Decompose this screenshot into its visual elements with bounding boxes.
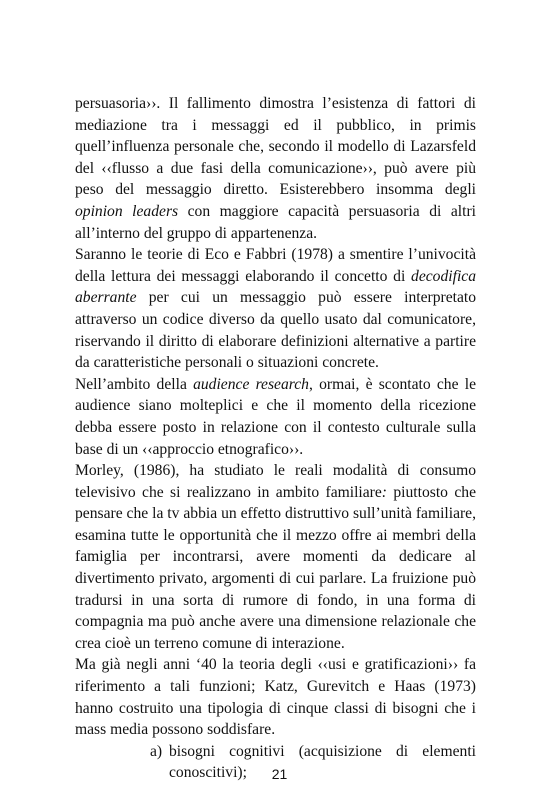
paragraph-4: Morley, (1986), ha studiato le reali modalità di consumo televisivo che si realizzano in ambito familiare: piuttosto che pensare che la tv abbia un effetto distruttivo sull’unità familiare, esamina tutte le opportunità che il mezzo offre ai membri della famiglia per incontrarsi, avere momenti da dedicare al divertimento privato, argomenti di cui parlare. La fruizione può tradursi in una sorta di rumore di fondo, in una forma di compagnia ma può anche avere una dimensione relazionale che crea cioè un terreno comune di interazione. [75,462,476,652]
paragraph-1: persuasoria››. Il fallimento dimostra l’esistenza di fattori di mediazione tra i messaggi ed il pubblico, in primis quell’influenza personale che, secondo il modello di Lazarsfeld del ‹‹flusso a due fasi della comunicazione››, può avere più peso del messaggio diretto. Esisterebbero insomma degli opinion leaders con maggiore capacità persuasoria di altri all’interno del gruppo di appartenenza. [75,95,476,242]
list-item-text: bisogni cognitivi (acquisizione di elementi conoscitivi); [169,742,476,782]
body-text [75,93,476,784]
list-marker: a) [150,742,163,760]
paragraph-2: Saranno le teorie di Eco e Fabbri (1978) a smentire l’univocità della lettura dei messaggi elaborando il concetto di decodifica aberrante per cui un messaggio può essere interpretato attraverso un codice diverso da quello usato dal comunicatore, riservando il diritto di elaborare definizioni alternative a partire da caratteristiche personali o situazioni concrete. [75,246,476,372]
paragraph-3: Nell’ambito della audience research, ormai, è scontato che le audience siano molteplici e che il momento della ricezione debba essere posto in relazione con il contesto culturale sulla base di un ‹‹approccio etnografico››. [75,375,476,458]
paragraph-5: Ma già negli anni ‘40 la teoria degli ‹‹usi e gratificazioni›› fa riferimento a tali funzioni; Katz, Gurevitch e Haas (1973) hanno costruito una tipologia di cinque classi di bisogni che i mass media possono soddisfare. [75,656,476,739]
page-number: 21 [271,766,288,782]
